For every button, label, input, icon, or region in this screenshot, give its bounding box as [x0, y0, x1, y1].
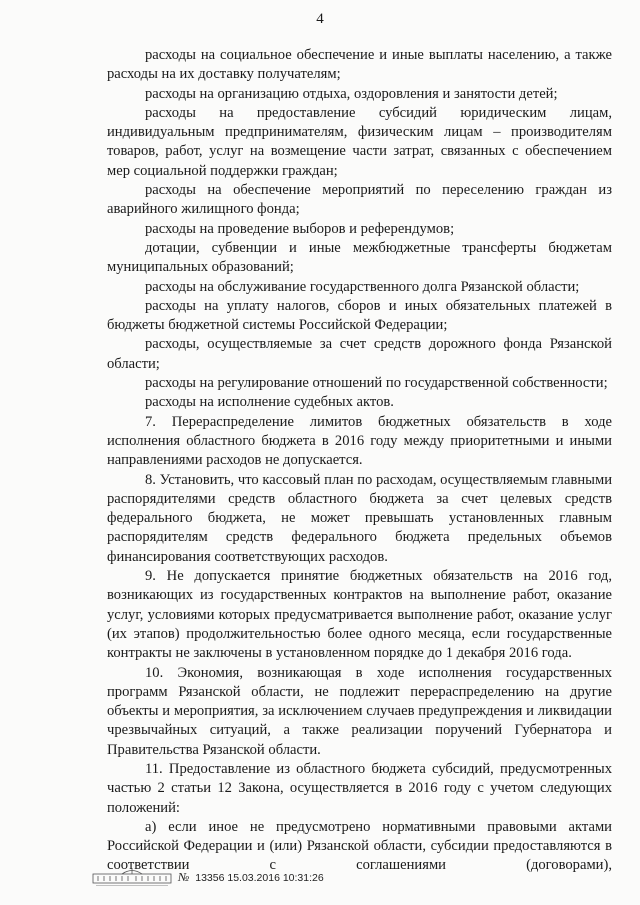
paragraph: а) если иное не предусмотрено нормативными правовыми актами Российской Федерации и (или) Рязанской области, субсидии предоставляются в соответствии с соглашениями (договорами), — [107, 818, 612, 874]
page-number: 4 — [316, 11, 324, 27]
paragraph: дотации, субвенции и иные межбюджетные трансферты бюджетам муниципальных образований; — [107, 239, 612, 276]
paragraph: расходы на проведение выборов и референдумов; — [145, 220, 455, 237]
document-body — [107, 46, 612, 876]
document-footer — [92, 865, 324, 889]
paragraph: расходы на исполнение судебных актов. — [145, 394, 394, 411]
paragraph: расходы на регулирование отношений по государственной собственности; — [145, 375, 608, 392]
paragraph: расходы на уплату налогов, сборов и иных обязательных платежей в бюджеты бюджетной системы Российской Федерации; — [107, 297, 612, 334]
paragraph: 11. Предоставление из областного бюджета субсидий, предусмотренных частью 2 статьи 12 Закона, осуществляется в 2016 году с учетом следующих положений: — [107, 760, 612, 816]
paragraph: расходы на социальное обеспечение и иные выплаты населению, а также расходы на их доставку получателям; — [107, 47, 612, 83]
paragraph: расходы, осуществляемые за счет средств дорожного фонда Рязанской области; — [107, 336, 612, 372]
paragraph: расходы на обеспечение мероприятий по переселению граждан из аварийного жилищного фонда; — [107, 182, 612, 218]
paragraph: расходы на обслуживание государственного долга Рязанской области; — [145, 278, 580, 295]
paragraph: 7. Перераспределение лимитов бюджетных обязательств в ходе исполнения областного бюджета в 2016 году между приоритетными и иными направлениями расходов не допускается. — [107, 413, 612, 469]
paragraph: 10. Экономия, возникающая в ходе исполнения государственных программ Рязанской области, не подлежит перераспределению на другие объекты и мероприятия, за исключением случаев предупреждения и ликвидации чрезвычайных ситуаций, а также реализации поручений Губернатора и Правительства Рязанской области. — [107, 664, 612, 758]
registry-emblem-icon — [92, 866, 172, 888]
stamp-text: 13356 15.03.2016 10:31:26 — [195, 871, 324, 884]
registration-stamp — [178, 870, 324, 885]
paragraph: расходы на предоставление субсидий юридическим лицам, индивидуальным предпринимателям, физическим лицам – производителям товаров, работ, услуг на возмещение части затрат, связанных с обеспечением мер социальной поддержки граждан; — [107, 104, 612, 179]
paragraph: расходы на организацию отдыха, оздоровления и занятости детей; — [145, 85, 558, 102]
paragraph: 9. Не допускается принятие бюджетных обязательств на 2016 год, возникающих из государственных контрактов на выполнение работ, оказание услуг, условиями которых предусматривается выполнение работ, оказание услуг (их этапов) продолжительностью более одного месяца, если государственные контракты не заключены в установленном порядке до 1 декабря 2016 года. — [107, 568, 612, 662]
paragraph: 8. Установить, что кассовый план по расходам, осуществляемым главными распорядителями средств областного бюджета за счет целевых средств федерального бюджета, не может превышать установленных главным распорядителям средств федерального бюджета предельных объемов финансирования соответствующих расходов. — [107, 471, 612, 565]
stamp-prefix: № — [178, 869, 190, 884]
